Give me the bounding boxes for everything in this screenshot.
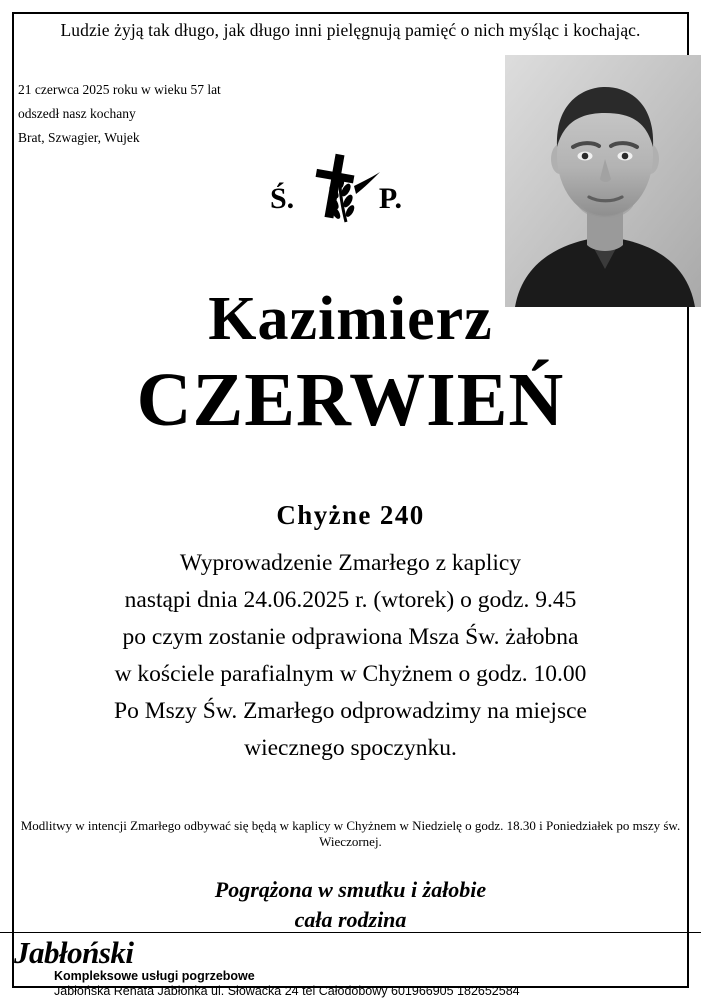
funeral-home-logo: Jabłoński [14, 935, 134, 970]
emblem-p-label: P. [378, 182, 402, 215]
sp-emblem [268, 150, 404, 230]
funeral-home-subtitle: Kompleksowe usługi pogrzebowe [54, 969, 255, 983]
intro-line-1: 21 czerwca 2025 roku w wieku 57 lat [18, 82, 221, 97]
ceremony-line-3: po czym zostanie odprawiona Msza Św. żałobna [122, 624, 579, 650]
ceremony-details [0, 545, 701, 767]
ceremony-line-4: w kościele parafialnym w Chyżnem o godz. 10.00 [114, 661, 587, 687]
family-closing [0, 875, 701, 935]
cross-with-wheat-icon [268, 150, 404, 230]
ceremony-line-6: wiecznego spoczynku. [244, 735, 457, 761]
funeral-home-contact: Jabłońska Renata Jabłonka ul. Słowacka 24 tel Całodobowy 601966905 182652584 [54, 984, 520, 998]
intro-line-3: Brat, Szwagier, Wujek [18, 130, 140, 145]
intro-block [18, 78, 318, 150]
prayers-text: Modlitwy w intencji Zmarłego odbywać się będą w kaplicy w Chyżnem w Niedzielę o godz. 18.30 i Poniedziałek po mszy św. Wieczornej. [20, 818, 681, 849]
ceremony-line-2: nastąpi dnia 24.06.2025 r. (wtorek) o godz. 9.45 [124, 587, 577, 613]
family-line-1: Pogrążona w smutku i żałobie [214, 877, 487, 902]
ceremony-line-1: Wyprowadzenie Zmarłego z kaplicy [179, 550, 522, 576]
intro-line-2: odszedł nasz kochany [18, 106, 136, 121]
funeral-home-footer [0, 932, 701, 1000]
emblem-s-label: Ś. [270, 182, 295, 215]
ceremony-line-5: Po Mszy Św. Zmarłego odprowadzimy na miejsce [114, 698, 587, 724]
deceased-first-name: Kazimierz [208, 285, 493, 353]
motto-text: Ludzie żyją tak długo, jak długo inni pielęgnują pamięć o nich myśląc i kochając. [60, 20, 641, 40]
deceased-last-name: CZERWIEŃ [136, 358, 565, 442]
portrait-photo [505, 55, 701, 307]
deceased-address: Chyżne 240 [276, 500, 425, 530]
family-line-2: cała rodzina [294, 907, 407, 932]
